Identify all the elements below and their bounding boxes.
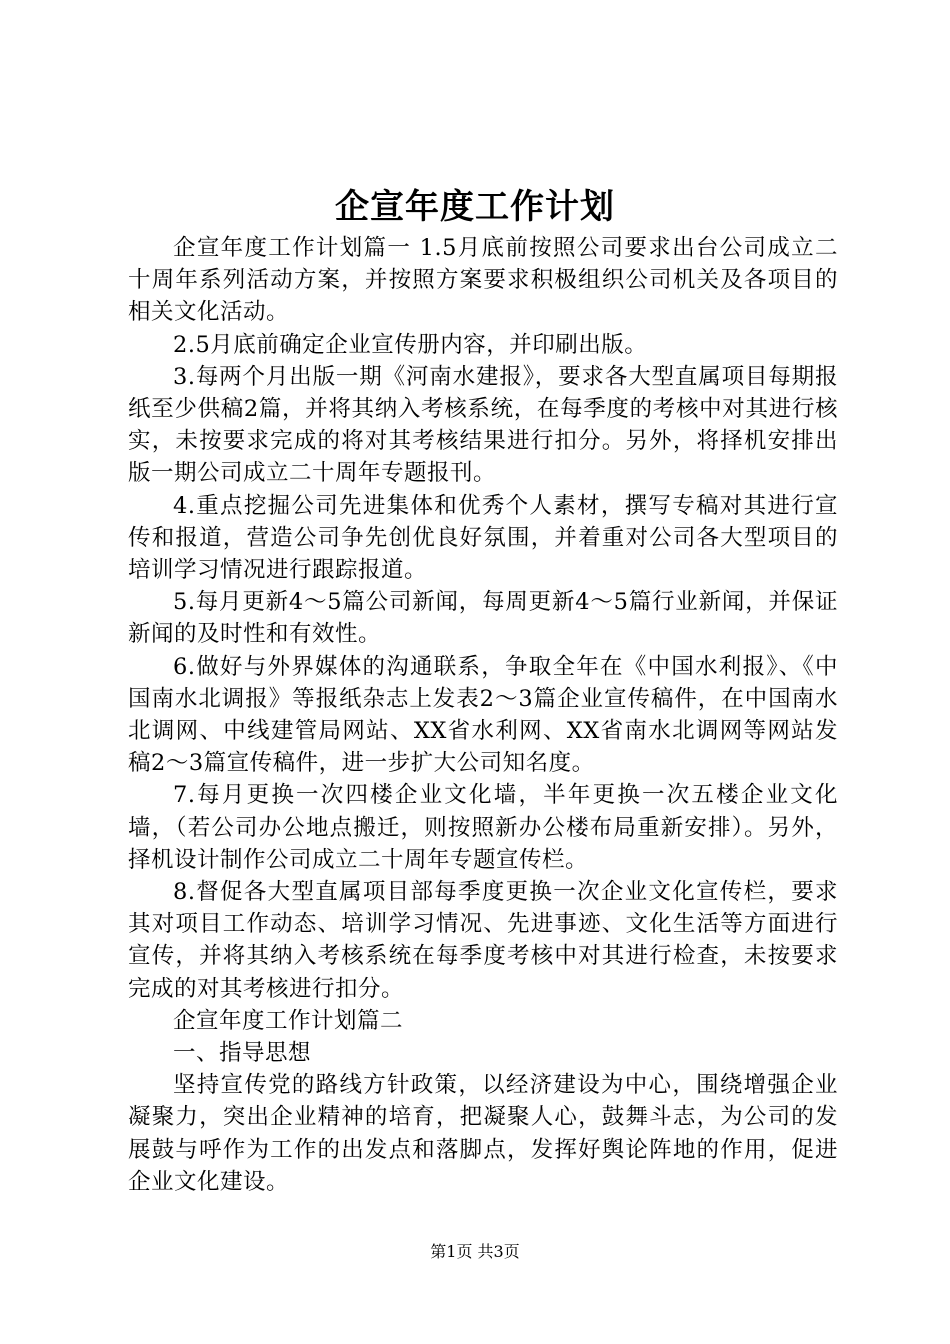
paragraph-7: 7.每月更换一次四楼企业文化墙，半年更换一次五楼企业文化墙，（若公司办公地点搬迁，则按照新办公楼布局重新安排）。另外，择机设计制作公司成立二十周年专题宣传栏。 <box>128 782 838 873</box>
page-number-footer: 第1页 共3页 <box>430 1242 520 1261</box>
paragraph-3: 3.每两个月出版一期《河南水建报》，要求各大型直属项目每期报纸至少供稿2篇，并将其纳入考核系统，在每季度的考核中对其进行核实，未按要求完成的将对其考核结果进行扣分。另外，将择机安排出版一期公司成立二十周年专题报刊。 <box>128 363 838 487</box>
paragraph-6: 6.做好与外界媒体的沟通联系，争取全年在《中国水利报》、《中国南水北调报》等报纸杂志上发表2～3篇企业宣传稿件，在中国南水北调网、中线建管局网站、XX省水利网、XX省南水北调网等网站发稿2～3篇宣传稿件，进一步扩大公司知名度。 <box>128 653 838 777</box>
paragraph-guiding-thought: 坚持宣传党的路线方针政策，以经济建设为中心，围绕增强企业凝聚力，突出企业精神的培育，把凝聚人心，鼓舞斗志，为公司的发展鼓与呼作为工作的出发点和落脚点，发挥好舆论阵地的作用，促进企业文化建设。 <box>128 1072 838 1195</box>
document-title: 企宣年度工作计划 <box>335 187 615 227</box>
paragraph-5: 5.每月更新4～5篇公司新闻，每周更新4～5篇行业新闻，并保证新闻的及时性和有效性。 <box>128 589 838 648</box>
section-heading-guiding-thought: 一、指导思想 <box>173 1040 312 1067</box>
paragraph-4: 4.重点挖掘公司先进集体和优秀个人素材，撰写专稿对其进行宣传和报道，营造公司争先创优良好氛围，并着重对公司各大型项目的培训学习情况进行跟踪报道。 <box>128 492 838 584</box>
paragraph-8: 8.督促各大型直属项目部每季度更换一次企业文化宣传栏，要求其对项目工作动态、培训学习情况、先进事迹、文化生活等方面进行宣传，并将其纳入考核系统在每季度考核中对其进行检查，未按要求完成的对其考核进行扣分。 <box>128 879 838 1002</box>
document-body <box>128 232 838 1198</box>
paragraph-2: 2.5月底前确定企业宣传册内容，并印刷出版。 <box>173 331 648 358</box>
section-heading-part-two: 企宣年度工作计划篇二 <box>173 1007 404 1034</box>
paragraph-1: 企宣年度工作计划篇一 1.5月底前按照公司要求出台公司成立二十周年系列活动方案，并按照方案要求积极组织公司机关及各项目的相关文化活动。 <box>128 235 838 326</box>
